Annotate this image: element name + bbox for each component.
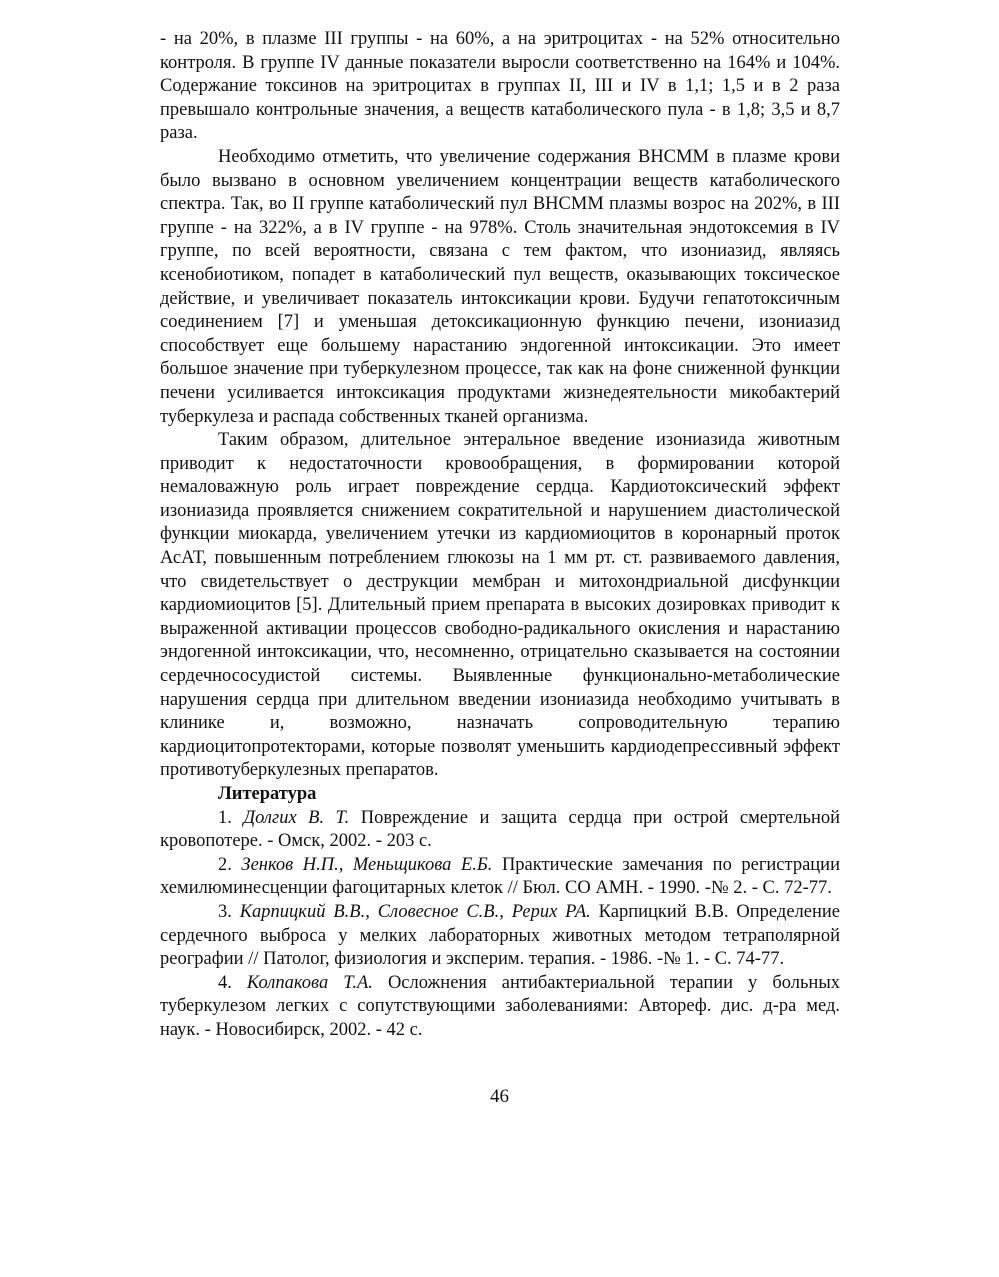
reference-number: 4.: [218, 972, 232, 993]
page-number: 46: [490, 1086, 509, 1107]
body-paragraph: Необходимо отметить, что увеличение содержания ВНСММ в плазме крови было вызвано в основном увеличением концентрации веществ катаболического спектра. Так, во II группе катаболический пул ВНСММ плазмы возрос на 202%, в III группе - на 322%, а в IV группе - на 978%. Столь значительная эндотоксемия в IV группе, по всей вероятности, связана с тем фактом, что изониазид, являясь ксенобиотиком, попадет в катаболический пул веществ, оказывающих токсическое действие, и увеличивает показатель интоксикации крови. Будучи гепатотоксичным соединением [7] и уменьшая детоксикационную функцию печени, изониазид способствует еще большему нарастанию эндогенной интоксикации. Это имеет большое значение при туберкулезном процессе, так как на фоне сниженной функции печени усиливается интоксикация продуктами жизнедеятельности микобактерий туберкулеза и распада собственных тканей организма.: [160, 146, 840, 427]
reference-item: [160, 901, 840, 972]
reference-item: [160, 854, 840, 901]
reference-text: Практические замечания по регистрации хемилюминесценции фагоцитарных клеток // Бюл. СО АМН. - 1990. -№ 2. - С. 72-77.: [160, 854, 840, 899]
references-list: [160, 807, 840, 1043]
reference-authors: Зенков Н.П., Меньщикова Е.Б.: [241, 854, 493, 875]
reference-item: [160, 972, 840, 1043]
reference-item: [160, 807, 840, 854]
reference-number: 2.: [218, 854, 232, 875]
reference-authors: Колпакова Т.А.: [246, 972, 373, 993]
reference-text: Осложнения антибактериальной терапии у больных туберкулезом легких с сопутствующими заболеваниями: Автореф. дис. д-ра мед. наук. - Новосибирск, 2002. - 42 с.: [160, 972, 840, 1040]
reference-authors: Долгих В. Т.: [243, 807, 350, 828]
reference-number: 1.: [218, 807, 232, 828]
body-paragraph: Таким образом, длительное энтеральное введение изониазида животным приводит к недостаточности кровообращения, в формировании которой немаловажную роль играет повреждение сердца. Кардиотоксический эффект изониазида проявляется снижением сократительной и нарушением диастолической функции миокарда, увеличением утечки из кардиомиоцитов в коронарный проток АсАТ, повышенным потреблением глюкозы на 1 мм рт. ст. развиваемого давления, что свидетельствует о деструкции мембран и митохондриальной дисфункции кардиомиоцитов [5]. Длительный прием препарата в высоких дозировках приводит к выраженной активации процессов свободно-радикального окисления и нарастанию эндогенной интоксикации, что, несомненно, отрицательно сказывается на состоянии сердечнососудистой системы. Выявленные функционально-метаболические нарушения сердца при длительном введении изониазида необходимо учитывать в клинике и, возможно, назначать сопроводительную терапию кардиоцитопротекторами, которые позволят уменьшить кардиодепрессивный эффект противотуберкулезных препаратов.: [160, 430, 840, 781]
page-content: [160, 28, 840, 1043]
references-heading: Литература: [218, 784, 317, 804]
reference-text: Повреждение и защита сердца при острой смертельной кровопотере. - Омск, 2002. - 203 с.: [160, 807, 841, 852]
reference-authors: Карпицкий В.В., Словесное С.В., Рерих РА.: [239, 901, 591, 922]
reference-text: Карпицкий В.В. Определение сердечного выброса у мелких лабораторных животных методом тетраполярной реографии // Патолог, физиология и эксперим. терапия. - 1986. -№ 1. - С. 74-77.: [160, 901, 840, 970]
reference-number: 3.: [218, 901, 232, 922]
body-paragraph: - на 20%, в плазме III группы - на 60%, а на эритроцитах - на 52% относительно контроля. В группе IV данные показатели выросли соответственно на 164% и 104%. Содержание токсинов на эритроцитах в группах II, III и IV в 1,1; 1,5 и в 2 раза превышало контрольные значения, а веществ катаболического пула - в 1,8; 3,5 и 8,7 раза.: [160, 29, 840, 144]
